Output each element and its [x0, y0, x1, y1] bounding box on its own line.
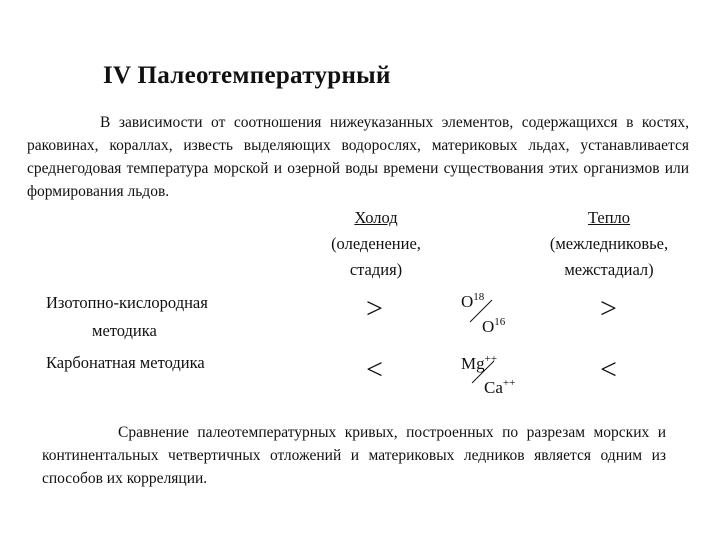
cold-heading: Холод [354, 208, 398, 227]
oxygen-16-symbol: O [482, 317, 495, 336]
isotope-label-line-1: Изотопно-кислородная [46, 293, 208, 312]
conclusion-line-1: Сравнение палеотемпературных кривых, построенных по разрезам [118, 424, 586, 441]
warm-heading-line-2: (межледниковье, [549, 234, 669, 253]
conclusion-line-2: морских и континентальных четвертичных отложений и материковых ледников [42, 424, 666, 464]
conclusion-paragraph [42, 421, 666, 490]
isotope-cold-sign: > [366, 292, 383, 325]
cold-heading-line-3: стадия) [349, 260, 403, 279]
calcium-charge: ++ [502, 377, 516, 389]
calcium-symbol: Ca [484, 378, 503, 397]
oxygen-16-mass: 16 [494, 316, 506, 328]
isotope-label-line-2: методика [92, 321, 157, 340]
intro-line-4: существования этих организмов или формирования льдов. [27, 160, 690, 200]
oxygen-18-mass: 18 [473, 291, 485, 303]
cold-heading-line-2: (оледенение, [331, 234, 421, 253]
warm-heading: Тепло [587, 208, 631, 227]
oxygen-18-symbol: O [461, 292, 474, 311]
warm-heading-line-3: межстадиал) [564, 260, 654, 279]
isotope-bottom-element [482, 316, 505, 337]
page-title: IV Палеотемпературный [103, 62, 391, 89]
magnesium-symbol: Mg [461, 354, 485, 373]
intro-line-3: устанавливается среднегодовая температура морской и озерной воды времени [27, 137, 689, 177]
carbonate-cold-sign: < [366, 353, 383, 386]
intro-paragraph [27, 111, 689, 203]
warm-column-heading [514, 205, 704, 283]
carbonate-bottom-element [484, 377, 515, 398]
cold-column-heading [296, 205, 456, 283]
conclusion-line-3: является одним из способов их корреляции. [42, 447, 666, 487]
intro-line-1: В зависимости от соотношения нижеуказанных элементов, содержащихся в [100, 114, 634, 131]
intro-line-2: костях, раковинах, кораллах, известь выделяющих водорослях, материковых льдах, [27, 114, 689, 154]
carbonate-warm-sign: < [600, 353, 617, 386]
isotope-method-label [46, 289, 208, 345]
magnesium-charge: ++ [484, 353, 498, 365]
isotope-warm-sign: > [600, 292, 617, 325]
carbonate-method-label: Карбонатная методика [46, 353, 205, 372]
